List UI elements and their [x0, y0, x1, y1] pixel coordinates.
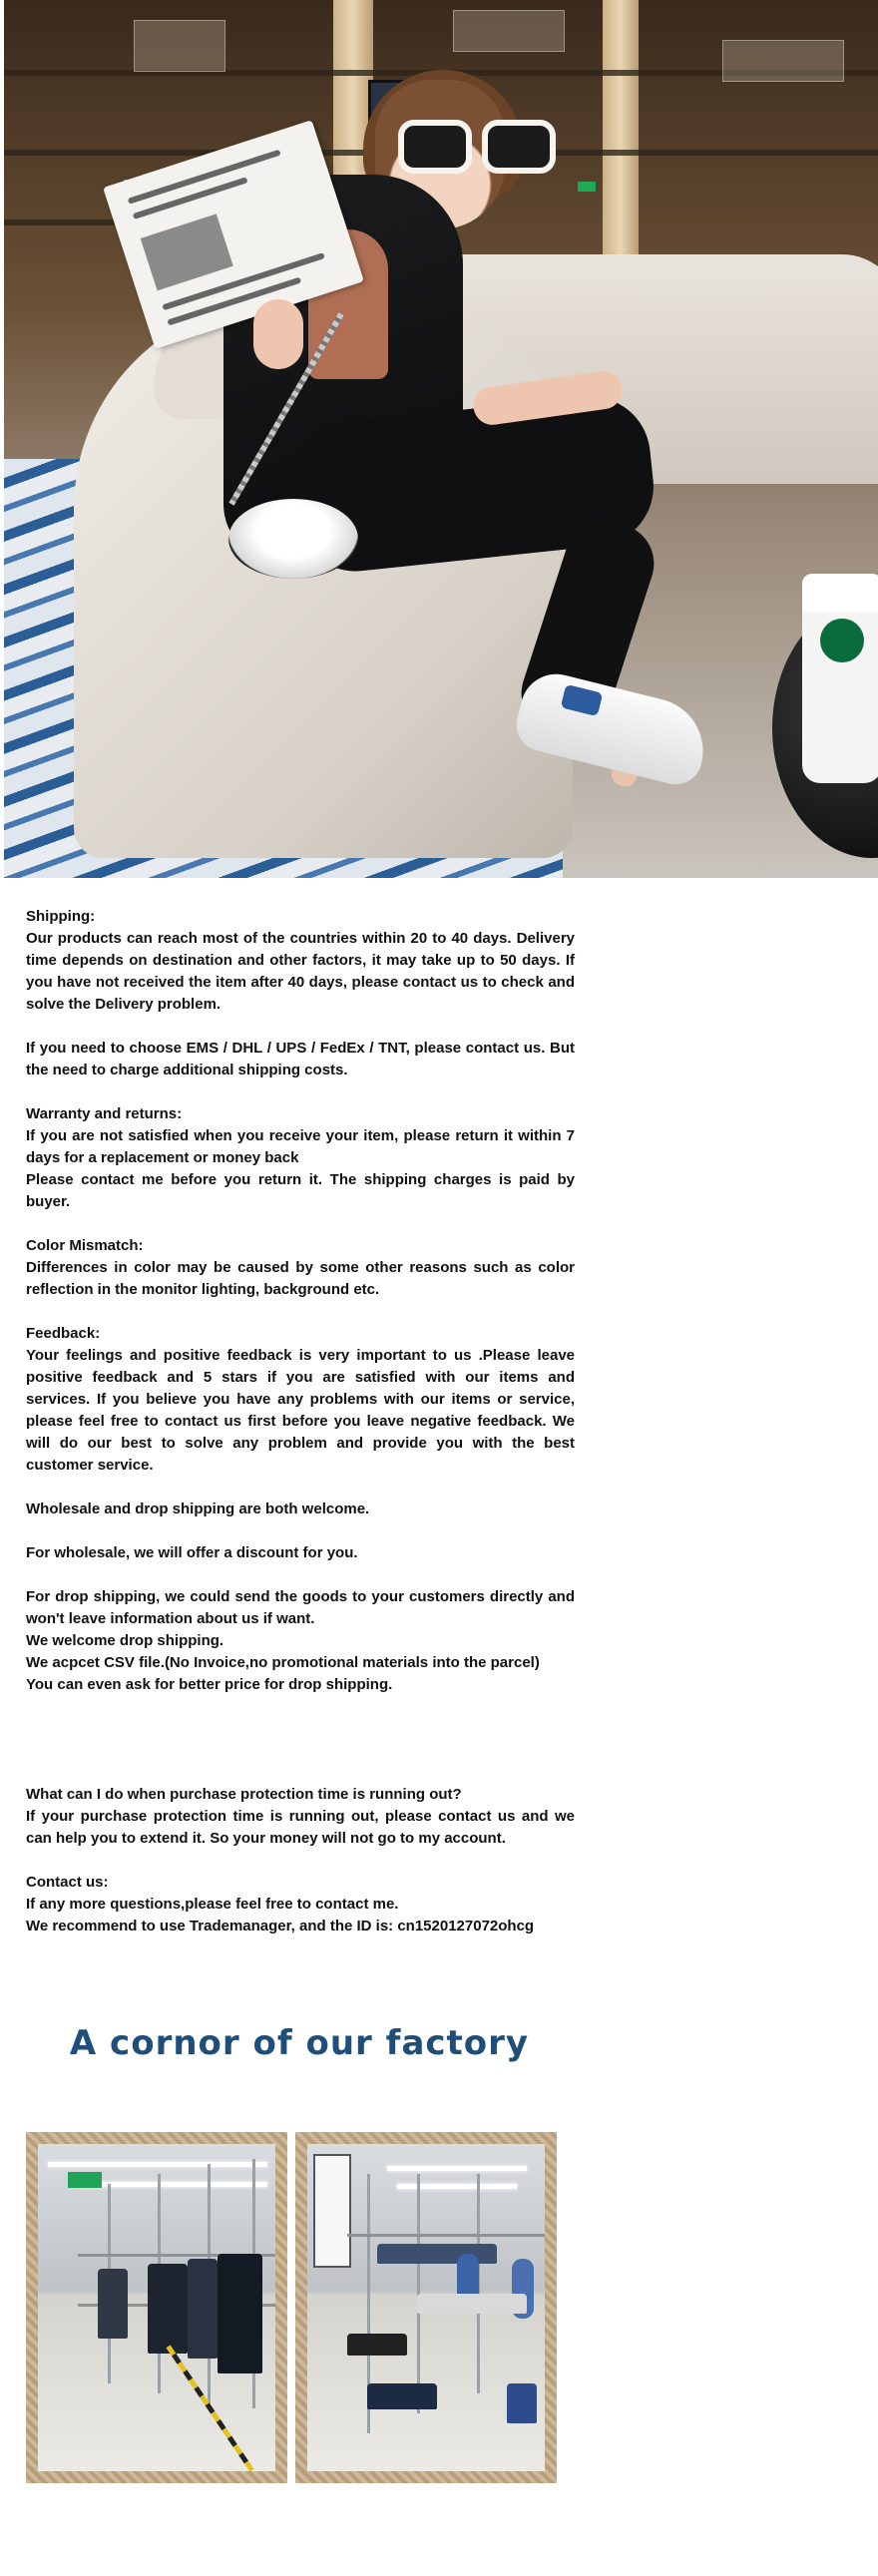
section-text: We welcome drop shipping.	[26, 1632, 224, 1649]
sunglasses-icon	[398, 120, 568, 170]
shelf-books	[134, 20, 225, 72]
model-hand	[253, 299, 303, 369]
section-title: Feedback:	[26, 1325, 101, 1342]
factory-workshop-photo	[307, 2144, 545, 2471]
section-text: We recommend to use Trademanager, and the ID is: cn1520127072ohcg	[26, 1918, 535, 1934]
section-text: If you need to choose EMS / DHL / UPS / FedEx / TNT, please contact us. But the need to charge additional shipping costs.	[26, 1040, 575, 1078]
section-text: Our products can reach most of the countries within 20 to 40 days. Delivery time depends on destination and other factors, it may take up to 50 days. If you have not received the item after 40 days, please contact us to check and solve the Delivery problem.	[26, 930, 575, 1013]
section-feedback	[26, 1323, 575, 1477]
section-express-shipping	[26, 1038, 575, 1081]
section-wholesale-discount	[26, 1542, 575, 1564]
section-drop-shipping	[26, 1586, 575, 1696]
factory-heading: A cornor of our factory	[69, 2023, 530, 2063]
window	[313, 2154, 351, 2268]
factory-photo-left	[26, 2132, 287, 2483]
exit-sign	[578, 182, 596, 192]
cup-logo-icon	[820, 619, 864, 662]
factory-photo-right	[295, 2132, 557, 2483]
section-text: Your feelings and positive feedback is very important to us .Please leave positive feedback and 5 stars if you are satisfied with our items and services. If you believe you have any problems with our items or service, please feel free to contact us first before you leave negative feedback. We will do our best to solve any problem and provide you with the best customer service.	[26, 1347, 575, 1474]
section-title: What can I do when purchase protection time is running out?	[26, 1786, 462, 1803]
section-contact	[26, 1872, 575, 1937]
store-policy	[26, 906, 575, 1959]
section-color-mismatch	[26, 1235, 575, 1301]
bookshelf-pillar	[603, 0, 639, 279]
section-text: If any more questions,please feel free to contact me.	[26, 1896, 399, 1913]
section-text: For wholesale, we will offer a discount for you.	[26, 1544, 358, 1561]
section-title: Color Mismatch:	[26, 1237, 144, 1254]
section-text: Wholesale and drop shipping are both welcome.	[26, 1501, 370, 1517]
section-purchase-protection	[26, 1784, 575, 1850]
section-text: You can even ask for better price for drop shipping.	[26, 1676, 393, 1693]
section-title: Warranty and returns:	[26, 1105, 183, 1122]
section-text: If your purchase protection time is running out, please contact us and we can help you to extend it. So your money will not go to my account.	[26, 1808, 575, 1847]
section-shipping	[26, 906, 575, 1016]
product-photo	[4, 0, 878, 878]
coffee-cup	[802, 574, 878, 783]
section-title: Contact us:	[26, 1874, 109, 1891]
shelf-books	[453, 10, 565, 52]
exit-sign	[68, 2172, 102, 2188]
section-wholesale	[26, 1499, 575, 1520]
round-handbag	[228, 499, 358, 579]
section-title: Shipping:	[26, 908, 96, 925]
section-warranty	[26, 1103, 575, 1213]
factory-floor-photo	[38, 2144, 275, 2471]
section-text: We acpcet CSV file.(No Invoice,no promotional materials into the parcel)	[26, 1654, 540, 1671]
section-text: Please contact me before you return it. The shipping charges is paid by buyer.	[26, 1171, 575, 1210]
shelf-books	[722, 40, 844, 82]
section-text: If you are not satisfied when you receive your item, please return it within 7 days for a replacement or money back	[26, 1127, 575, 1166]
section-text: Differences in color may be caused by some other reasons such as color reflection in the monitor lighting, background etc.	[26, 1259, 575, 1298]
section-text: For drop shipping, we could send the goods to your customers directly and won't leave information about us if want.	[26, 1588, 575, 1627]
